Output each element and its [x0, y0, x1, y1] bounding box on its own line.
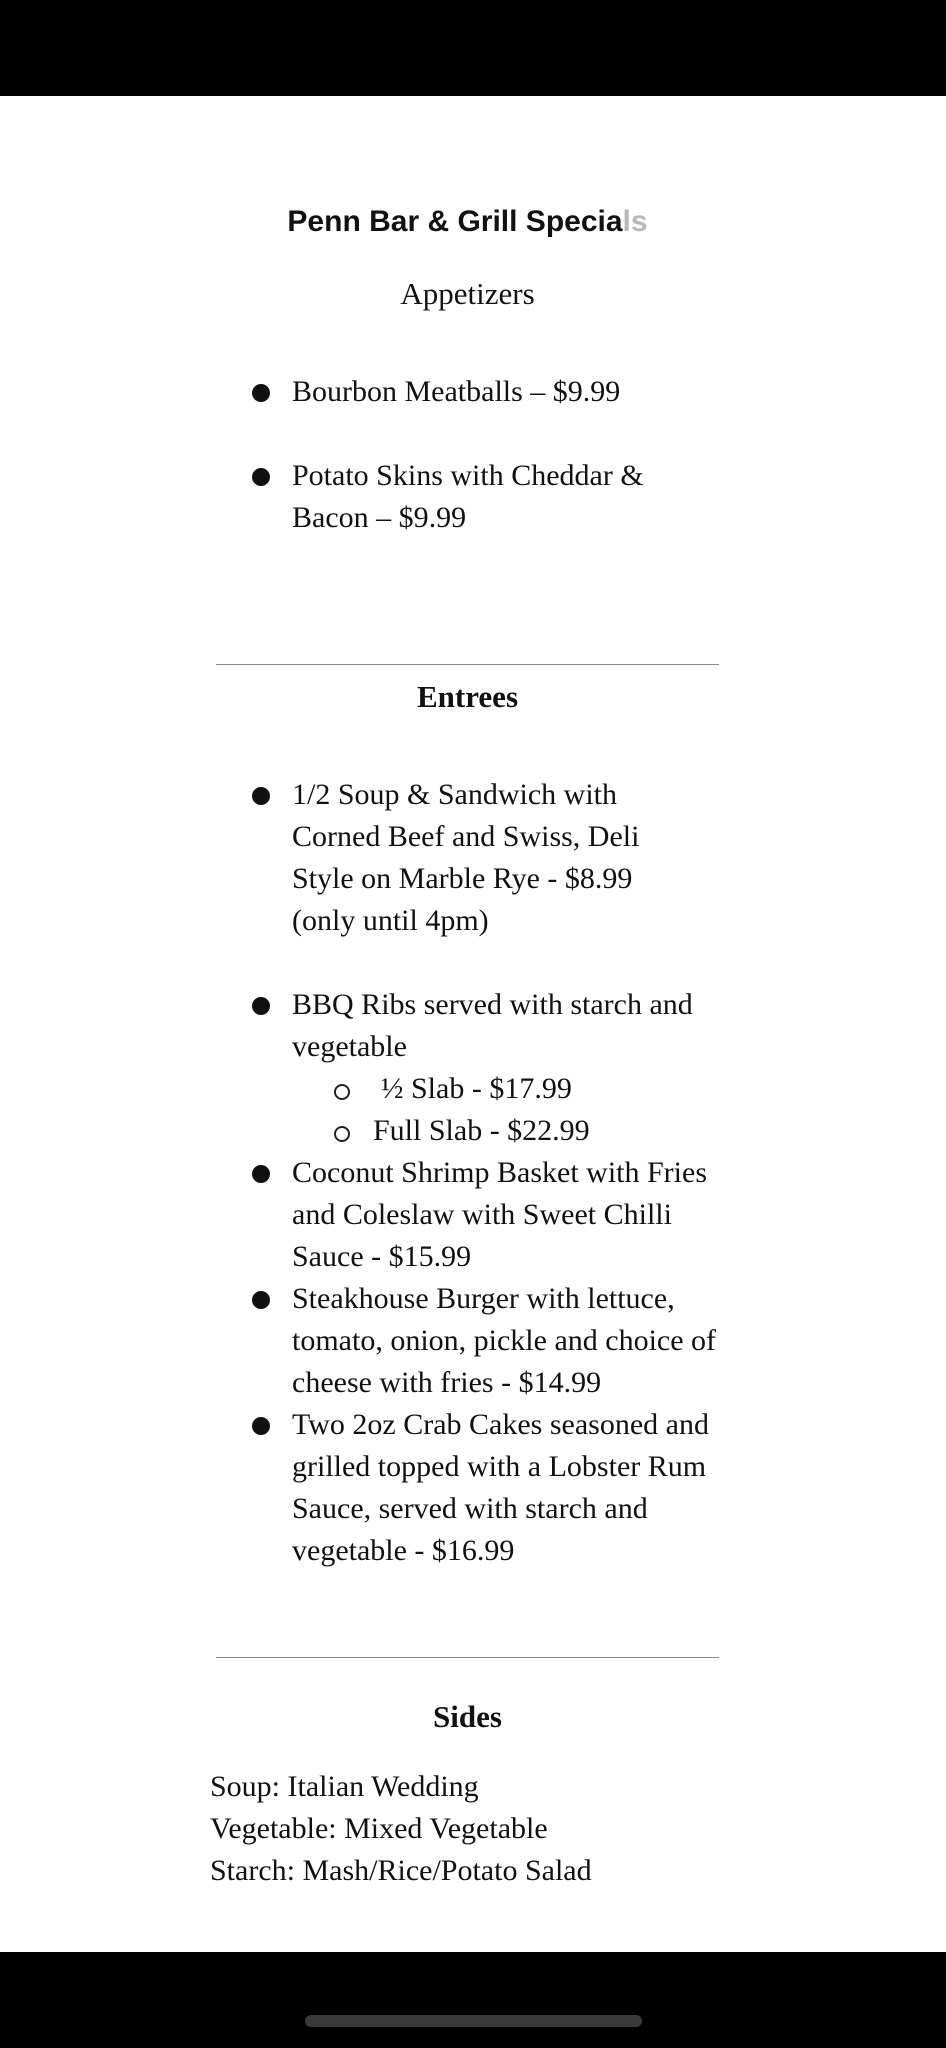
- entrees-heading: Entrees: [416, 679, 519, 714]
- bullet-icon: [252, 1417, 270, 1435]
- bullet-icon: [252, 1165, 270, 1183]
- page-title: [0, 205, 935, 239]
- home-indicator[interactable]: [305, 2015, 642, 2027]
- title-text: Penn Bar & Grill Specia: [287, 205, 623, 238]
- entree-item: Steakhouse Burger with lettuce, tomato, onion, pickle and choice of cheese with fries - $14.99: [292, 1282, 717, 1399]
- sub-bullet-icon: [334, 1084, 350, 1100]
- entree-item: BBQ Ribs served with starch and vegetable: [292, 988, 693, 1063]
- section-divider: [216, 664, 719, 665]
- ribs-option: ½ Slab - $17.99: [381, 1072, 572, 1105]
- entree-item: Coconut Shrimp Basket with Fries and Coleslaw with Sweet Chilli Sauce - $15.99: [292, 1156, 707, 1273]
- bullet-icon: [252, 997, 270, 1015]
- side-vegetable: Vegetable: Mixed Vegetable: [210, 1812, 548, 1845]
- appetizer-item: Potato Skins with Cheddar & Bacon – $9.99: [292, 459, 644, 534]
- entree-item: Two 2oz Crab Cakes seasoned and grilled topped with a Lobster Rum Sauce, served with starch and vegetable - $16.99: [292, 1408, 709, 1567]
- bullet-icon: [252, 468, 270, 486]
- entree-item: 1/2 Soup & Sandwich with Corned Beef and Swiss, Deli Style on Marble Rye - $8.99 (only until 4pm): [292, 778, 640, 937]
- sides-heading: Sides: [433, 1699, 502, 1734]
- title-text-faded: ls: [622, 205, 648, 238]
- side-starch: Starch: Mash/Rice/Potato Salad: [210, 1854, 592, 1887]
- sub-bullet-icon: [334, 1126, 350, 1142]
- side-soup: Soup: Italian Wedding: [210, 1770, 479, 1803]
- ribs-option: Full Slab - $22.99: [373, 1114, 590, 1147]
- bottom-bar: [0, 1952, 946, 2048]
- appetizers-heading: Appetizers: [400, 276, 535, 311]
- section-divider: [216, 1657, 719, 1658]
- bullet-icon: [252, 1291, 270, 1309]
- appetizer-item: Bourbon Meatballs – $9.99: [292, 375, 621, 408]
- status-bar: [0, 0, 946, 96]
- bullet-icon: [252, 787, 270, 805]
- bullet-icon: [252, 384, 270, 402]
